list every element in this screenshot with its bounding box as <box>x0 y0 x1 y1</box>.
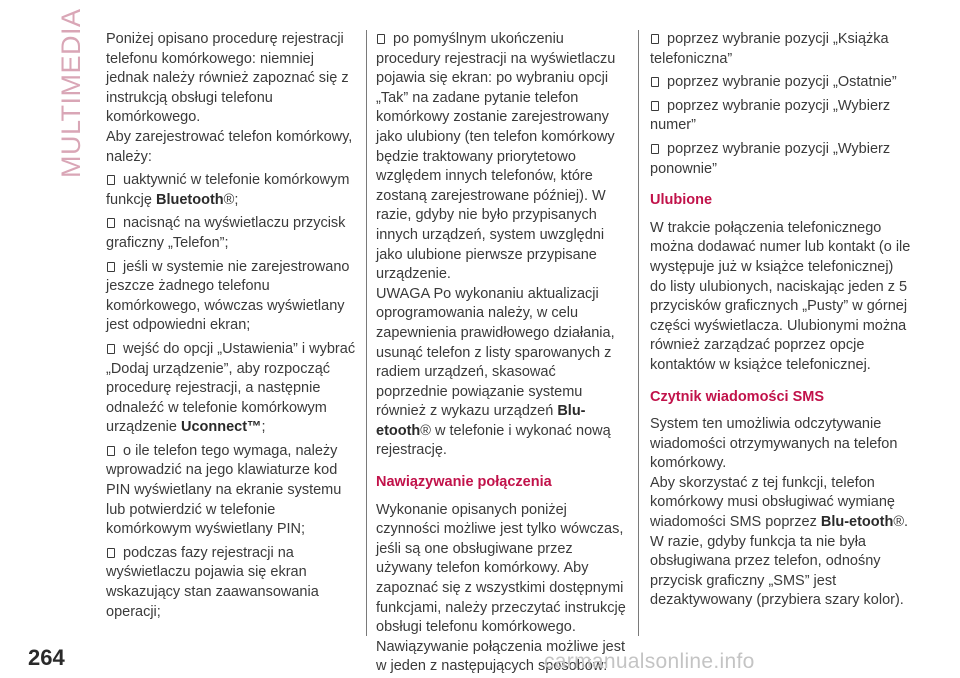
list-item: nacisnąć na wyświetlaczu przycisk graficzny „Telefon”; <box>106 215 346 251</box>
column-divider <box>638 30 639 636</box>
column-3 <box>650 30 912 611</box>
body-paragraph: W razie, gdyby funkcja ta nie była obsługiwana przez telefon, odnośny przycisk graficzny „SMS” jest dezaktywowany (przybiera szary kolor). <box>650 533 904 609</box>
checkbox-bullet-icon <box>377 34 385 44</box>
intro-paragraph-2: Aby zarejestrować telefon komórkowy, należy: <box>106 128 353 165</box>
checkbox-bullet-icon <box>651 34 659 44</box>
checkbox-bullet-icon <box>107 218 115 228</box>
checkbox-bullet-icon <box>107 344 115 354</box>
list-item: podczas fazy rejestracji na wyświetlaczu pojawia się ekran wskazujący stan zaawansowania operacji; <box>106 544 319 620</box>
section-label: MULTIMEDIA <box>56 8 86 178</box>
checkbox-bullet-icon <box>651 77 659 87</box>
checkbox-bullet-icon <box>107 446 115 456</box>
body-paragraph: Aby skorzystać z tej funkcji, telefon komórkowy musi obsługiwać wymianę wiadomości SMS poprzez Blu-etooth®. <box>650 474 909 531</box>
section-heading: Nawiązywanie połączenia <box>376 474 552 491</box>
list-item: poprzez wybranie pozycji „Książka telefoniczna” <box>650 31 889 67</box>
list-item: poprzez wybranie pozycji „Wybierz numer” <box>650 97 891 134</box>
list-item: po pomyślnym ukończeniu procedury rejestracji na wyświetlaczu pojawia się ekran: po wybraniu opcji „Tak” na zadane pytanie telefon komórkowy zostanie zarejestrowany jako ulubiony (ten telefon komórkowy będzie traktowany priorytetowo względem innych telefonów, które zostaną zarejestrowane później). W razie, gdyby nie było przypisanych innych urządzeń, system uwzględni jako ulubione pierwsze przypisane urządzenie. <box>376 31 616 283</box>
list-item: jeśli w systemie nie zarejestrowano jeszcze żadnego telefonu komórkowego, wówczas wyświetlany jest odpowiedni ekran; <box>106 258 350 334</box>
column-1 <box>106 30 358 626</box>
column-2 <box>376 30 628 677</box>
section-heading: Ulubione <box>650 192 713 209</box>
section-heading: Czytnik wiadomości SMS <box>650 388 825 405</box>
list-item: o ile telefon tego wymaga, należy wprowadzić na jego klawiaturze kod PIN wyświetlany na ekranie systemu lub potwierdzić w telefonie komórkowym wyświetlany PIN; <box>106 442 342 538</box>
watermark: carmanualsonline.info <box>544 650 755 673</box>
page-number: 264 <box>28 645 65 670</box>
body-paragraph: Wykonanie opisanych poniżej czynności możliwe jest tylko wówczas, jeśli są one obsługiwane przez używany telefon komórkowy. Aby zapoznać się z wszystkimi dostępnymi funkcjami, należy przeczytać instrukcję obsługi telefonu komórkowego. <box>376 501 626 636</box>
body-paragraph: System ten umożliwia odczytywanie wiadomości otrzymywanych na telefon komórkowy. <box>650 416 898 472</box>
checkbox-bullet-icon <box>107 175 115 185</box>
intro-paragraph: Poniżej opisano procedurę rejestracji telefonu komórkowego: niemniej jednak należy również zapoznać się z instrukcją obsługi telefonu komórkowego. <box>106 31 349 126</box>
checkbox-bullet-icon <box>651 144 659 154</box>
checkbox-bullet-icon <box>107 548 115 558</box>
list-item: uaktywnić w telefonie komórkowym funkcję Bluetooth®; <box>106 172 350 208</box>
column-divider <box>366 30 367 636</box>
note-paragraph: UWAGA Po wykonaniu aktualizacji oprogramowania należy, w celu zapewnienia prawidłowego działania, usunąć telefon z listy sparowanych z radiem urządzeń, skasować poprzednie powiązanie systemu również z wykazu urządzeń Blu-etooth® w telefonie i wykonać nową rejestrację. <box>376 285 615 459</box>
list-item: poprzez wybranie pozycji „Wybierz ponownie” <box>650 140 891 177</box>
body-paragraph: Nawiązywanie połączenia możliwe jest w jeden z następujących sposobów: <box>376 638 626 675</box>
list-item: poprzez wybranie pozycji „Ostatnie” <box>650 73 912 93</box>
list-item: wejść do opcji „Ustawienia” i wybrać „Dodaj urządzenie”, aby rozpocząć procedurę rejestracji, a następnie odnaleźć w telefonie komórkowym urządzenie Uconnect™; <box>106 340 356 436</box>
checkbox-bullet-icon <box>107 262 115 272</box>
checkbox-bullet-icon <box>651 101 659 111</box>
body-paragraph: W trakcie połączenia telefonicznego można dodawać numer lub kontakt (o ile występuje już w książce telefonicznej) do listy ulubionych, naciskając jeden z 5 przycisków graficznych „Pusty” w górnej części wyświetlacza. Ulubionymi można również zarządzać poprzez opcje kontaktów w książce telefonicznej. <box>650 219 911 373</box>
